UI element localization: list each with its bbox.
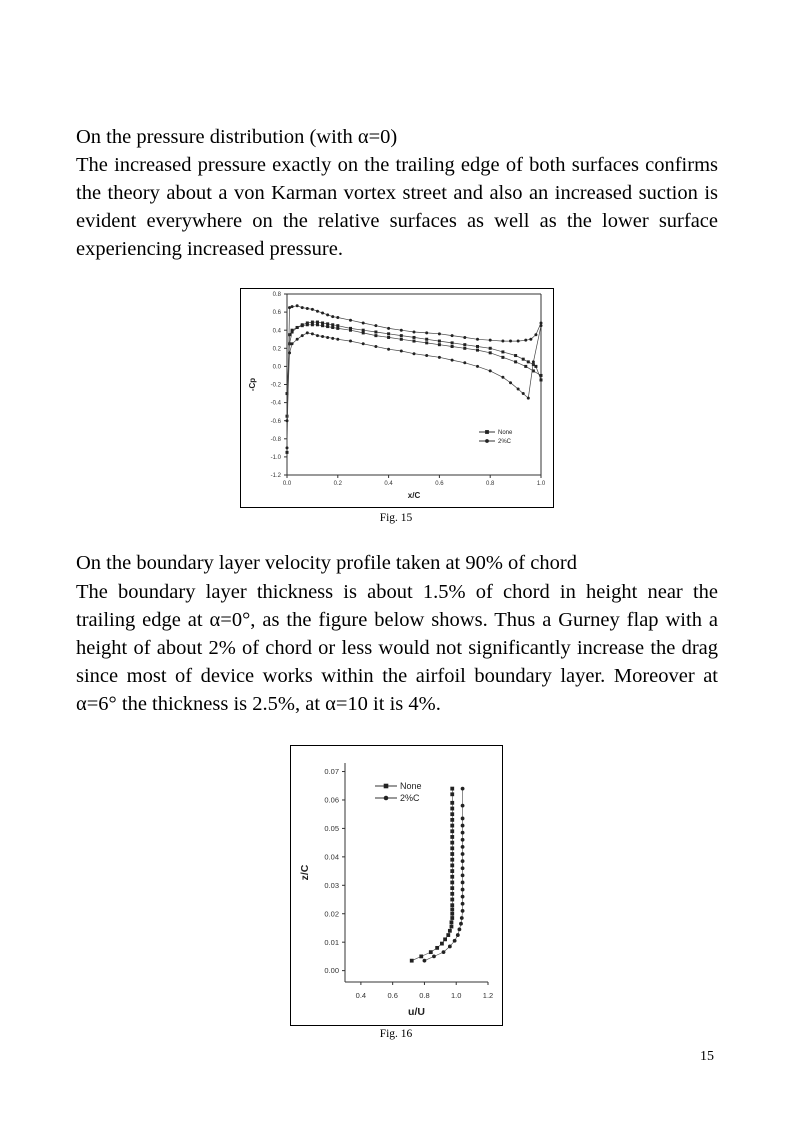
- data-point: [450, 829, 454, 833]
- data-point: [461, 831, 465, 835]
- legend-label: 2%C: [498, 439, 512, 446]
- data-point: [442, 950, 446, 954]
- legend-marker: [384, 796, 389, 801]
- data-point: [501, 376, 504, 379]
- data-point: [540, 378, 543, 381]
- data-point: [461, 895, 465, 899]
- data-point: [288, 351, 291, 354]
- data-point: [451, 359, 454, 362]
- data-point: [374, 331, 377, 334]
- data-point: [425, 338, 428, 341]
- section1-paragraph: The increased pressure exactly on the trailing edge of both surfaces confirms the theory about a von Karman vortex street and also an increased suction is evident everywhere on the relative surfaces as well as the lower surface experiencing increased pressure.: [76, 154, 718, 260]
- data-point: [374, 334, 377, 337]
- data-point: [509, 340, 512, 343]
- data-point: [438, 356, 441, 359]
- data-point: [326, 336, 329, 339]
- data-point: [387, 336, 390, 339]
- data-point: [362, 342, 365, 345]
- data-point: [326, 313, 329, 316]
- legend-label: 2%C: [400, 793, 420, 804]
- data-point: [450, 852, 454, 856]
- data-point: [316, 321, 319, 324]
- data-point: [286, 419, 289, 422]
- data-point: [461, 838, 465, 842]
- data-point: [311, 332, 314, 335]
- data-point: [446, 933, 450, 937]
- data-point: [336, 327, 339, 330]
- data-point: [331, 323, 334, 326]
- data-point: [429, 950, 433, 954]
- data-point: [450, 875, 454, 879]
- legend-marker: [485, 439, 489, 443]
- data-point: [517, 340, 520, 343]
- data-point: [440, 942, 444, 946]
- x-tick-label: 0.8: [486, 481, 495, 487]
- data-point: [438, 343, 441, 346]
- data-point: [450, 912, 454, 916]
- y-tick-label: 0.01: [324, 937, 339, 947]
- data-point: [450, 841, 454, 845]
- data-point: [448, 929, 452, 933]
- data-point: [461, 817, 465, 821]
- y-tick-label: 0.00: [324, 966, 339, 976]
- y-tick-label: 0.07: [324, 767, 339, 777]
- y-tick-label: 0.4: [272, 328, 281, 335]
- data-point: [451, 341, 454, 344]
- y-tick-label: -0.4: [270, 400, 281, 407]
- figure15-chart: [241, 289, 553, 507]
- data-point: [458, 927, 462, 931]
- data-point: [326, 325, 329, 328]
- data-point: [463, 347, 466, 350]
- data-point: [296, 338, 299, 341]
- data-point: [450, 898, 454, 902]
- data-point: [527, 360, 530, 363]
- data-point: [450, 792, 454, 796]
- data-point: [450, 908, 454, 912]
- data-point: [501, 356, 504, 359]
- y-tick-label: 0.02: [324, 909, 339, 919]
- data-point: [522, 358, 525, 361]
- data-point: [489, 347, 492, 350]
- data-point: [524, 365, 527, 368]
- data-point: [387, 348, 390, 351]
- data-point: [316, 334, 319, 337]
- data-point: [349, 340, 352, 343]
- data-point: [410, 959, 414, 963]
- data-point: [489, 351, 492, 354]
- data-point: [461, 881, 465, 885]
- y-tick-label: 0.03: [324, 880, 339, 890]
- data-point: [438, 340, 441, 343]
- data-point: [527, 397, 530, 400]
- data-point: [425, 331, 428, 334]
- x-axis-label: u/U: [408, 1006, 425, 1018]
- data-point: [461, 902, 465, 906]
- data-point: [534, 333, 537, 336]
- y-tick-label: -0.2: [270, 382, 281, 389]
- data-point: [461, 852, 465, 856]
- data-point: [387, 327, 390, 330]
- x-tick-label: 0.6: [387, 991, 398, 1000]
- data-point: [461, 909, 465, 913]
- page-number: 15: [700, 1049, 714, 1064]
- data-point: [425, 341, 428, 344]
- data-point: [463, 336, 466, 339]
- data-point: [450, 818, 454, 822]
- data-point: [476, 338, 479, 341]
- data-point: [321, 312, 324, 315]
- data-point: [450, 881, 454, 885]
- data-point: [540, 374, 543, 377]
- data-point: [461, 787, 465, 791]
- data-point: [461, 888, 465, 892]
- data-point: [540, 321, 543, 324]
- data-point: [453, 939, 457, 943]
- data-point: [296, 304, 299, 307]
- data-point: [336, 338, 339, 341]
- data-point: [463, 361, 466, 364]
- data-point: [286, 446, 289, 449]
- data-point: [476, 345, 479, 348]
- y-tick-label: -1.2: [270, 473, 281, 480]
- data-point: [296, 326, 299, 329]
- y-tick-label: 0.05: [324, 824, 339, 834]
- x-axis-label: x/C: [407, 491, 421, 500]
- data-point: [400, 329, 403, 332]
- data-point: [301, 324, 304, 327]
- section1-heading: On the pressure distribution (with α=0): [76, 126, 398, 148]
- y-tick-label: -0.8: [270, 436, 281, 443]
- data-point: [413, 340, 416, 343]
- data-point: [331, 337, 334, 340]
- data-point: [450, 863, 454, 867]
- data-point: [301, 306, 304, 309]
- y-tick-label: 0.8: [272, 292, 281, 299]
- data-point: [362, 331, 365, 334]
- data-point: [456, 933, 460, 937]
- data-point: [321, 324, 324, 327]
- y-tick-label: -1.0: [270, 455, 281, 461]
- y-tick-label: 0.0: [272, 364, 281, 371]
- series-line-none: [412, 789, 453, 961]
- data-point: [326, 322, 329, 325]
- data-point: [291, 329, 294, 332]
- data-point: [349, 329, 352, 332]
- data-point: [501, 340, 504, 343]
- data-point: [291, 342, 294, 345]
- y-tick-label: 0.2: [272, 346, 281, 353]
- y-tick-label: 0.6: [272, 310, 281, 317]
- data-point: [306, 307, 309, 310]
- data-point: [306, 323, 309, 326]
- data-point: [413, 331, 416, 334]
- x-tick-label: 0.6: [435, 481, 444, 487]
- data-point: [461, 866, 465, 870]
- data-point: [450, 920, 454, 924]
- data-point: [288, 333, 291, 336]
- data-point: [461, 859, 465, 863]
- data-point: [450, 824, 454, 828]
- data-point: [448, 945, 452, 949]
- data-point: [349, 319, 352, 322]
- x-tick-label: 0.4: [384, 481, 393, 487]
- data-point: [501, 350, 504, 353]
- data-point: [529, 338, 532, 341]
- data-point: [450, 903, 454, 907]
- x-tick-label: 0.0: [282, 481, 292, 487]
- x-tick-label: 1.2: [482, 991, 494, 1000]
- data-point: [423, 959, 427, 963]
- data-point: [476, 349, 479, 352]
- x-tick-label: 0.2: [333, 481, 342, 487]
- data-point: [316, 323, 319, 326]
- figure16-caption: Fig. 16: [379, 1028, 413, 1040]
- data-point: [540, 324, 543, 327]
- data-point: [450, 858, 454, 862]
- y-axis-label: -Cp: [248, 377, 257, 392]
- data-point: [461, 873, 465, 877]
- data-point: [435, 946, 439, 950]
- data-point: [450, 835, 454, 839]
- data-point: [286, 451, 289, 454]
- data-point: [532, 360, 535, 363]
- data-point: [460, 916, 464, 920]
- data-point: [450, 869, 454, 873]
- data-point: [451, 334, 454, 337]
- legend-label: None: [498, 430, 513, 437]
- data-point: [450, 925, 454, 929]
- data-point: [306, 331, 309, 334]
- data-point: [336, 316, 339, 319]
- data-point: [489, 339, 492, 342]
- section2-heading: On the boundary layer velocity profile taken at 90% of chord: [76, 552, 577, 574]
- data-point: [450, 916, 454, 920]
- data-point: [443, 937, 447, 941]
- data-point: [400, 338, 403, 341]
- data-point: [316, 310, 319, 313]
- data-point: [438, 332, 441, 335]
- data-point: [450, 787, 454, 791]
- data-point: [419, 955, 423, 959]
- data-point: [461, 845, 465, 849]
- data-point: [301, 334, 304, 337]
- figure16-chart: [291, 746, 502, 1025]
- data-point: [374, 345, 377, 348]
- data-point: [331, 315, 334, 318]
- x-tick-label: 0.8: [419, 991, 430, 1000]
- data-point: [522, 392, 525, 395]
- section2-paragraph: The boundary layer thickness is about 1.5% of chord in height near the trailing edge at α=0°, as the figure below shows. Thus a Gurney flap with a height of about 2% of chord or less would not significantly increase the drag since most of device works within the airfoil boundary layer. Moreover at α=6° the thickness is 2.5%, at α=10 it is 4%.: [76, 581, 718, 715]
- figure16-frame: [290, 745, 503, 1026]
- data-point: [461, 804, 465, 808]
- legend-label: None: [400, 781, 422, 792]
- data-point: [450, 801, 454, 805]
- data-point: [291, 305, 294, 308]
- y-tick-label: -0.6: [270, 418, 281, 425]
- data-point: [336, 324, 339, 327]
- data-point: [534, 365, 537, 368]
- data-point: [321, 321, 324, 324]
- data-point: [450, 812, 454, 816]
- data-point: [450, 892, 454, 896]
- data-point: [476, 365, 479, 368]
- data-point: [489, 369, 492, 372]
- y-tick-label: 0.06: [324, 795, 339, 805]
- data-point: [509, 381, 512, 384]
- data-point: [311, 308, 314, 311]
- data-point: [331, 326, 334, 329]
- data-point: [524, 339, 527, 342]
- data-point: [362, 321, 365, 324]
- data-point: [321, 335, 324, 338]
- x-tick-label: 1.0: [536, 481, 546, 487]
- data-point: [425, 354, 428, 357]
- data-point: [311, 321, 314, 324]
- data-point: [311, 323, 314, 326]
- legend-marker: [384, 784, 389, 789]
- data-point: [451, 345, 454, 348]
- y-tick-label: 0.04: [324, 852, 339, 862]
- data-point: [459, 922, 463, 926]
- data-point: [362, 329, 365, 332]
- data-point: [413, 336, 416, 339]
- data-point: [514, 354, 517, 357]
- data-point: [517, 388, 520, 391]
- data-point: [400, 350, 403, 353]
- figure15-caption: Fig. 15: [379, 512, 413, 524]
- y-axis-label: z/C: [299, 864, 311, 881]
- x-tick-label: 1.0: [451, 991, 462, 1000]
- data-point: [374, 324, 377, 327]
- data-point: [514, 360, 517, 363]
- data-point: [463, 343, 466, 346]
- data-point: [387, 332, 390, 335]
- data-point: [450, 807, 454, 811]
- data-point: [413, 352, 416, 355]
- data-point: [432, 955, 436, 959]
- data-point: [461, 824, 465, 828]
- legend-marker: [485, 430, 489, 434]
- figure15-frame: [240, 288, 554, 508]
- data-point: [450, 846, 454, 850]
- data-point: [400, 334, 403, 337]
- x-tick-label: 0.4: [355, 991, 367, 1000]
- data-point: [450, 886, 454, 890]
